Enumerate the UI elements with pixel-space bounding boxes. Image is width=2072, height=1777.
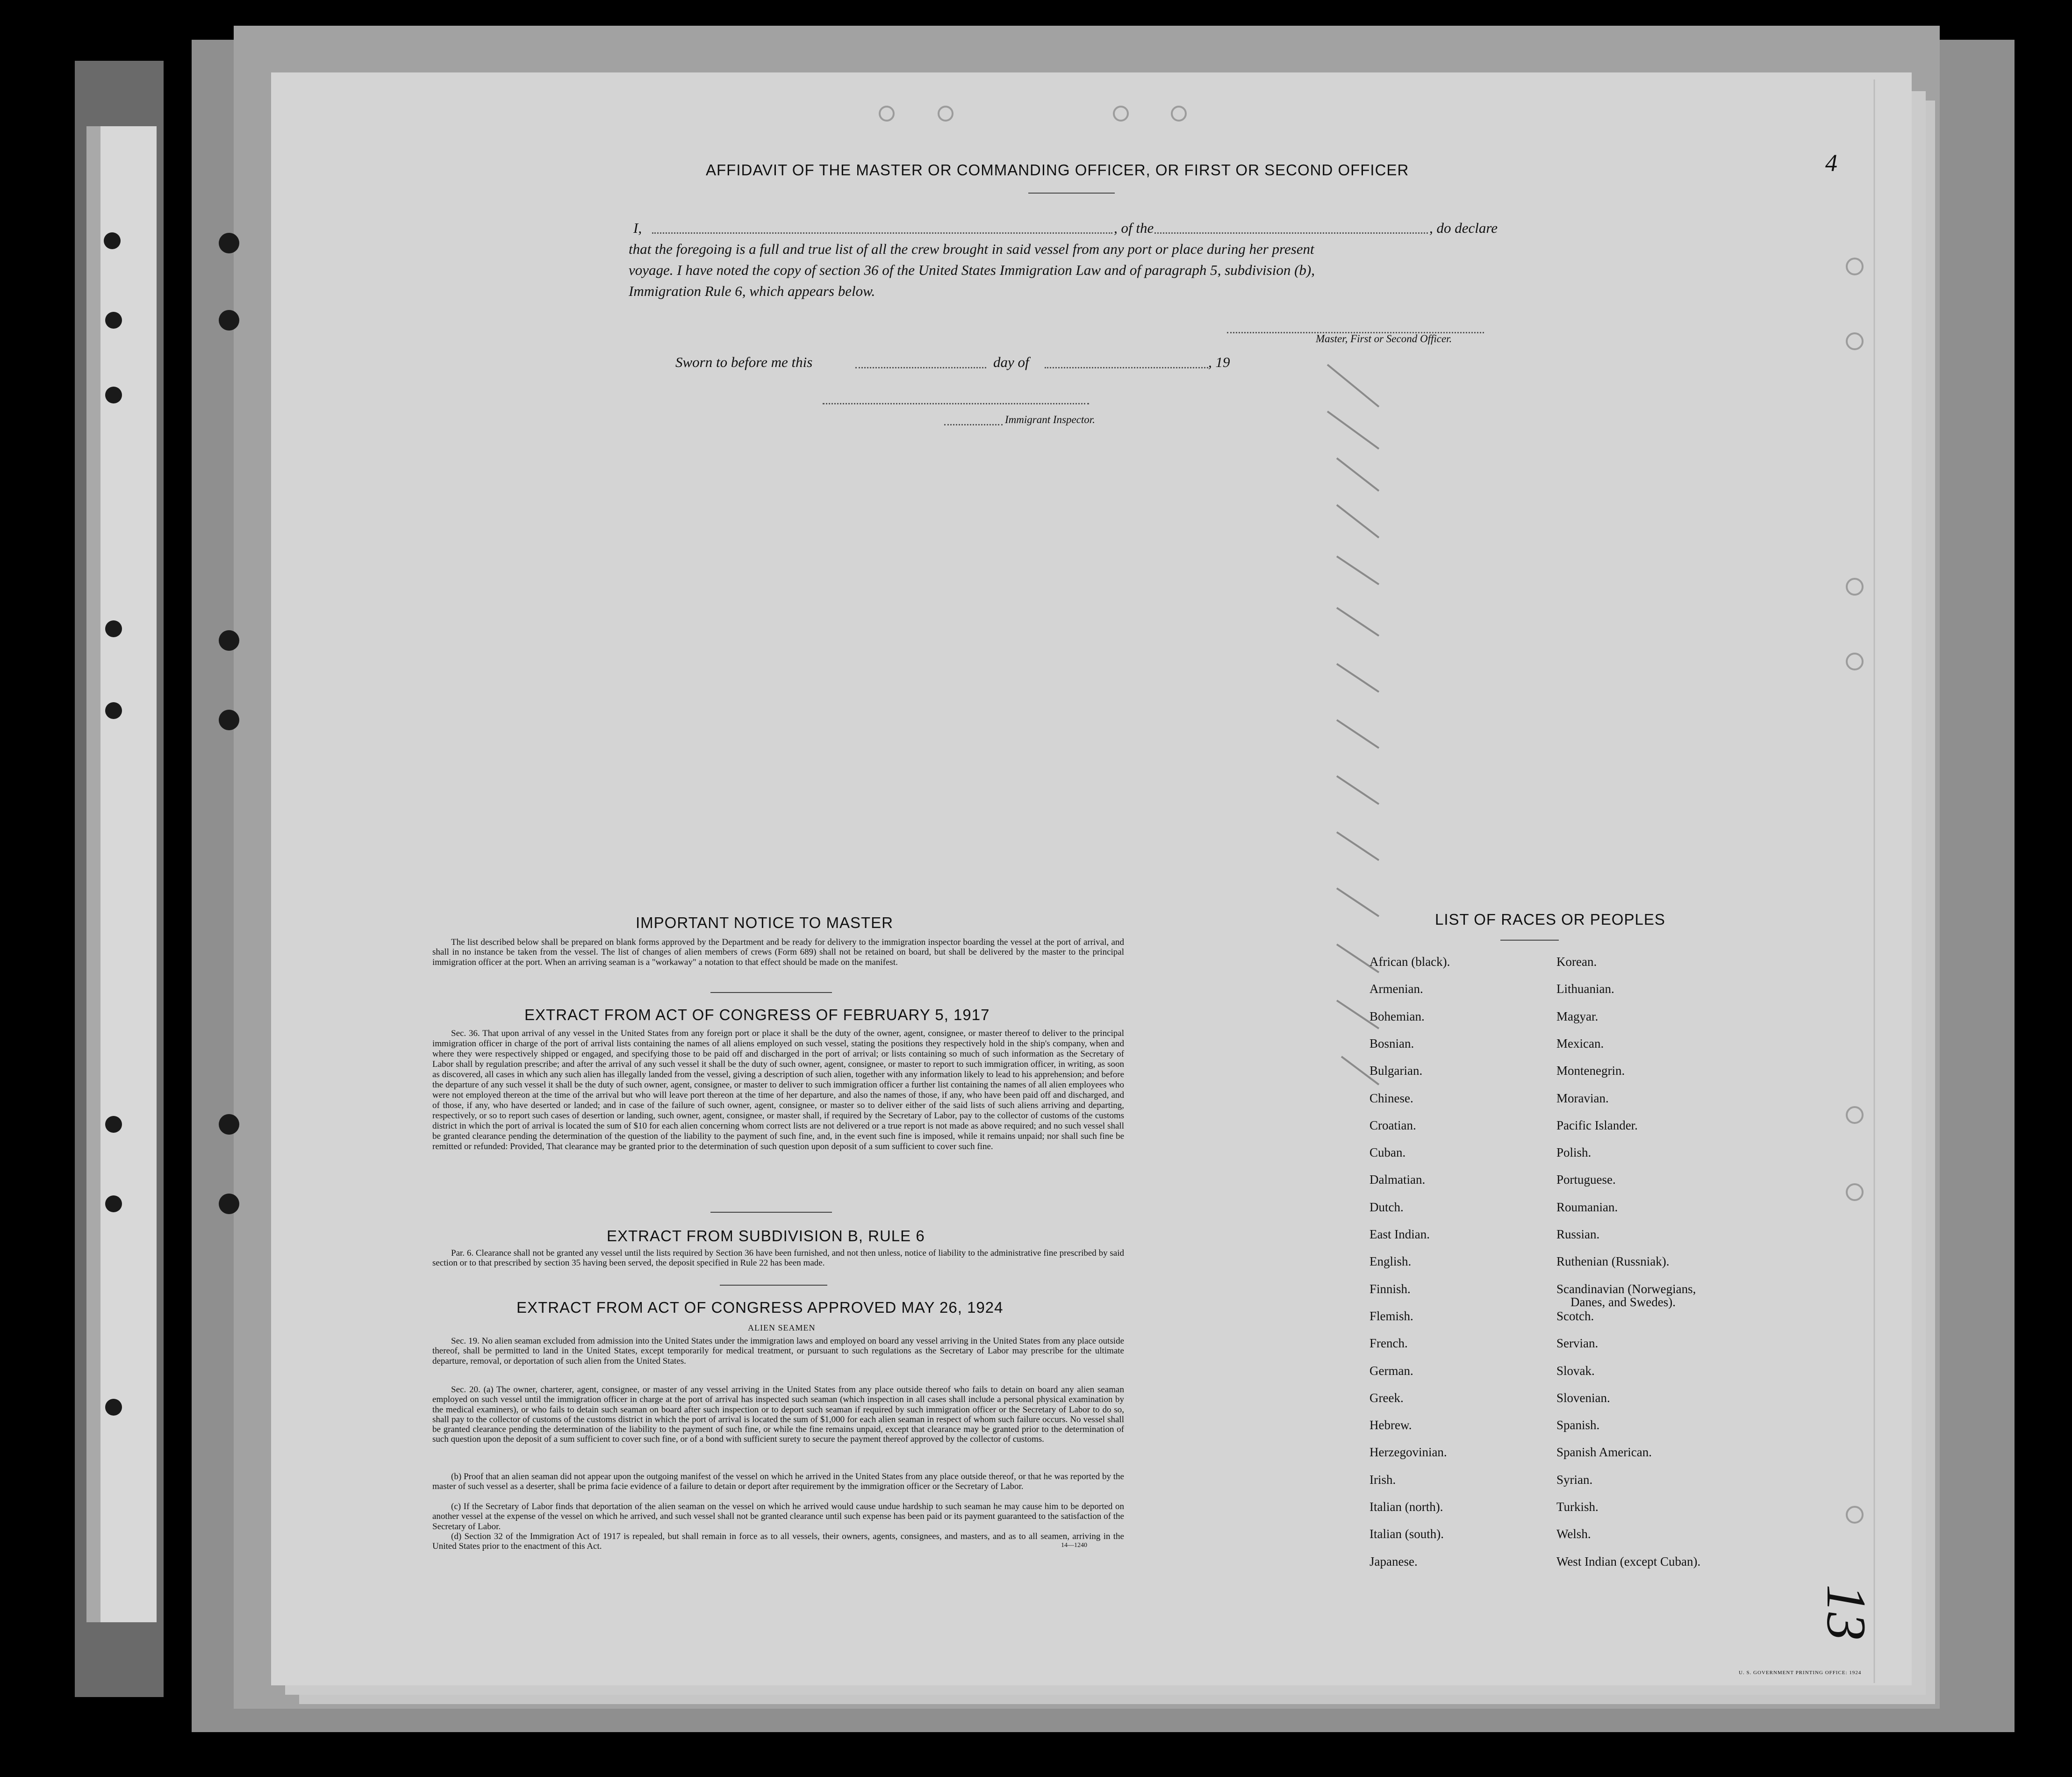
race-item: Bohemian. (1369, 1009, 1425, 1023)
page-number: 4 (1825, 150, 1837, 177)
sworn-month-line (1045, 367, 1208, 368)
affidavit-do-declare-label: , do declare (1429, 220, 1498, 236)
race-item: Finnish. (1369, 1281, 1411, 1296)
race-item: Italian (south). (1369, 1527, 1444, 1541)
extract-1917-text: Sec. 36. That upon arrival of any vessel in the United States from any foreign port or place it shall be the duty of the owner, agent, consignee, or master thereof to deliver to the principal immigration officer in charge of the port of arrival lists containing the names of all aliens employed on such vessel, stating the positions they respectively hold in the ship's company, when and where they were respectively shipped or engaged, and specifying those to be paid off and discharged in the port of arrival; or lists containing so much of such information as the Secretary of Labor shall by regulation prescribe; and after the arrival of any such vessel it shall be the duty of such owner, agent, consignee, or master to report to such immigration officer, in writing, as soon as discovered, all cases in which any such alien has illegally landed from the vessel, giving a description of such alien, together with any information likely to lead to his apprehension; and before the departure of any such vessel it shall be the duty of such owner, agent, consignee, or master to deliver to such immigration officer a further list containing the names of all alien employees who were not employed thereon at the time of the arrival but who will leave port thereon at the time of her departure, and also the names of those, if any, who have been paid off and discharged, and of those, if any, who have deserted or landed; and in case of the failure of such owner, agent, consignee, or master so to deliver either of the said lists of such aliens arriving and departing, respectively, or so to report such cases of desertion or landing, such owner, agent, consignee, or master shall, if required by the Secretary of Labor, pay to the collector of customs of the customs district in which the port of arrival is located the sum of $10 for each alien concerning whom correct lists are not delivered or a true report is not made as above required; and no such vessel shall be granted clearance pending the determination of the question of the liability to the payment of such fine, and, in the event such fine is imposed, while it remains unpaid; nor shall such fine be remitted or refunded: Provided, That clearance may be granted prior to the determination of such question upon deposit of a sum sufficient to cover such fine. (432, 1029, 1124, 1152)
year-label: , 19 (1208, 354, 1230, 370)
race-item: Cuban. (1369, 1145, 1406, 1160)
race-item: Mexican. (1556, 1036, 1604, 1050)
race-item: Slovenian. (1556, 1390, 1610, 1405)
races-right-column (1556, 955, 1753, 1576)
extract-1924-sec20a: Sec. 20. (a) The owner, charterer, agent, consignee, or master of any vessel arriving in the United States from any place outside thereof who fails to detain on board any alien seaman employed on such vessel until the immigration officer in charge at the port of arrival has inspected such seaman (which inspection in all cases shall include a personal physical examination by the medical examiners), or who fails to detain such seaman on board after such inspection or to deport such seaman if required by such immigration officer or the Secretary of Labor to do so, shall pay to the collector of customs of the customs district in which the port of arrival is located the sum of $1,000 for each alien seaman in respect of whom such failure occurs. No vessel shall be granted clearance pending the determination of the liability to the payment of such fine, or while the fine remains unpaid, except that clearance may be granted prior to the determination of such question upon the deposit of a sum sufficient to cover such fine, or of a bond with sufficient surety to secure the payment thereof approved by the collector of customs. (432, 1385, 1124, 1445)
affidavit-line-4: Immigration Rule 6, which appears below. (629, 283, 875, 299)
race-item: Magyar. (1556, 1009, 1599, 1023)
printing-office-note: U. S. GOVERNMENT PRINTING OFFICE: 1924 (1739, 1670, 1862, 1676)
extract-rule6-text: Par. 6. Clearance shall not be granted any vessel until the lists required by Section 36 have been furnished, and not then unless, notice of liability to the administrative fine prescribed by said section or to that prescribed by section 35 having been served, the deposit specified in Rule 22 has been made. (432, 1248, 1124, 1268)
race-item: Dutch. (1369, 1200, 1404, 1214)
race-item: Flemish. (1369, 1309, 1413, 1323)
race-item: Portuguese. (1556, 1173, 1616, 1187)
race-item: Moravian. (1556, 1091, 1609, 1105)
inspector-caption-lead (944, 424, 1003, 425)
extract-1924-sec19: Sec. 19. No alien seaman excluded from admission into the United States under the immigration laws and employed on board any vessel arriving in the United States from any place outside thereof, shall be permitted to land in the United States, except temporarily for medical treatment, or pursuant to such regulations as the Secretary of Labor may prescribe for the ultimate departure, removal, or deportation of such alien from the United States. (432, 1336, 1124, 1366)
inspector-signature-line (823, 403, 1089, 404)
race-item: Greek. (1369, 1390, 1404, 1405)
extract-rule6-title: EXTRACT FROM SUBDIVISION B, RULE 6 (607, 1227, 925, 1245)
race-item: Pacific Islander. (1556, 1118, 1638, 1132)
race-item: Syrian. (1556, 1472, 1593, 1487)
race-item: Roumanian. (1556, 1200, 1618, 1214)
race-item: Croatian. (1369, 1118, 1416, 1132)
extract-rule6-rule (720, 1285, 827, 1286)
race-item: Bosnian. (1369, 1036, 1414, 1050)
race-item: Ruthenian (Russniak). (1556, 1254, 1670, 1269)
affidavit-of-the-label: , of the (1114, 220, 1154, 236)
race-item: Danes, and Swedes). (1570, 1295, 1676, 1309)
affidavit-i-label: I, (633, 220, 642, 236)
notice-rule (710, 992, 832, 993)
race-item: Polish. (1556, 1145, 1592, 1160)
race-item: Turkish. (1556, 1500, 1599, 1514)
race-item: French. (1369, 1336, 1408, 1351)
race-item: Herzegovinian. (1369, 1445, 1447, 1460)
race-item: Bulgarian. (1369, 1064, 1423, 1078)
race-item: Montenegrin. (1556, 1064, 1625, 1078)
race-item: Hebrew. (1369, 1418, 1412, 1432)
race-item: Slovak. (1556, 1363, 1595, 1378)
race-item: Korean. (1556, 955, 1597, 969)
race-item: African (black). (1369, 955, 1450, 969)
corner-mark: 13 (1815, 1584, 1878, 1640)
sworn-day-line (855, 367, 986, 368)
race-item: Lithuanian. (1556, 982, 1614, 996)
race-item: Japanese. (1369, 1554, 1418, 1568)
race-item: Chinese. (1369, 1091, 1413, 1105)
race-item: Scandinavian (Norwegians, (1556, 1281, 1696, 1296)
affidavit-line-2: that the foregoing is a full and true list of all the crew brought in said vessel from any port or place during her present (629, 241, 1314, 257)
race-item: West Indian (except Cuban). (1556, 1554, 1701, 1568)
race-item: Italian (north). (1369, 1500, 1443, 1514)
races-left-column (1369, 955, 1547, 1576)
inspector-caption: Immigrant Inspector. (1005, 414, 1095, 425)
race-item: Dalmatian. (1369, 1173, 1426, 1187)
race-item: Servian. (1556, 1336, 1599, 1351)
affidavit-line-3: voyage. I have noted the copy of section 36 of the United States Immigration Law and of paragraph 5, subdivision (b), (629, 262, 1315, 278)
race-item: German. (1369, 1363, 1413, 1378)
form-code: 14—1240 (1061, 1542, 1087, 1549)
race-item: Armenian. (1369, 982, 1423, 996)
races-title: LIST OF RACES OR PEOPLES (1435, 911, 1665, 928)
extract-1924-sec20b: (b) Proof that an alien seaman did not appear upon the outgoing manifest of the vessel on which he arrived in the United States from any place outside thereof, or that he was reported by the master of such vessel as a deserter, shall be prima facie evidence of a failure to detain or deport after requirement by the immigration officer or the Secretary of Labor. (432, 1472, 1124, 1492)
race-item: Russian. (1556, 1227, 1600, 1241)
paper-edge-left-shade (86, 126, 100, 1622)
extract-1924-sec20d: (d) Section 32 of the Immigration Act of 1917 is repealed, but shall remain in force as to all vessels, their owners, agents, consignees, and masters, and as to all seamen, arriving in the United States prior to the enactment of this Act. (432, 1532, 1124, 1552)
extract-1924-subtitle: ALIEN SEAMEN (748, 1323, 816, 1332)
master-caption: Master, First or Second Officer. (1316, 333, 1452, 345)
affidavit-name-line (652, 232, 1112, 234)
race-item: English. (1369, 1254, 1412, 1269)
extract-1924-title: EXTRACT FROM ACT OF CONGRESS APPROVED MAY 26, 1924 (516, 1299, 1004, 1316)
sworn-label: Sworn to before me this (675, 354, 813, 370)
races-title-rule (1500, 940, 1559, 941)
race-item: East Indian. (1369, 1227, 1430, 1241)
race-item: Welsh. (1556, 1527, 1591, 1541)
notice-title: IMPORTANT NOTICE TO MASTER (636, 914, 894, 931)
day-of-label: day of (993, 354, 1029, 370)
race-item: Scotch. (1556, 1309, 1594, 1323)
affidavit-vessel-line (1154, 232, 1428, 234)
extract-1924-sec20c: (c) If the Secretary of Labor finds that deportation of the alien seaman on the vessel on which he arrived would cause undue hardship to such seaman he may cause him to be deported on another vessel at the expense of the vessel on which he arrived, and such vessel shall not be granted clearance until such expense has been paid or its payment guaranteed to the satisfaction of the Secretary of Labor. (432, 1502, 1124, 1532)
race-item: Spanish American. (1556, 1445, 1652, 1460)
affidavit-title-rule (1028, 193, 1115, 194)
notice-text: The list described below shall be prepared on blank forms approved by the Department and be ready for delivery to the immigration inspector boarding the vessel at the port of arrival, and shall in no instance be taken from the vessel. The list of changes of alien members of crews (Form 689) shall not be retained on board, but shall be delivered by the master to the principal immigration officer at the port. When an arriving seaman is a "workaway" a notation to that effect should be made on the manifest. (432, 937, 1124, 967)
extract-1917-rule (710, 1212, 832, 1213)
race-item: Irish. (1369, 1472, 1396, 1487)
race-item: Spanish. (1556, 1418, 1600, 1432)
extract-1917-title: EXTRACT FROM ACT OF CONGRESS OF FEBRUARY 5, 1917 (524, 1006, 990, 1023)
affidavit-title: AFFIDAVIT OF THE MASTER OR COMMANDING OFFICER, OR FIRST OR SECOND OFFICER (706, 161, 1409, 179)
